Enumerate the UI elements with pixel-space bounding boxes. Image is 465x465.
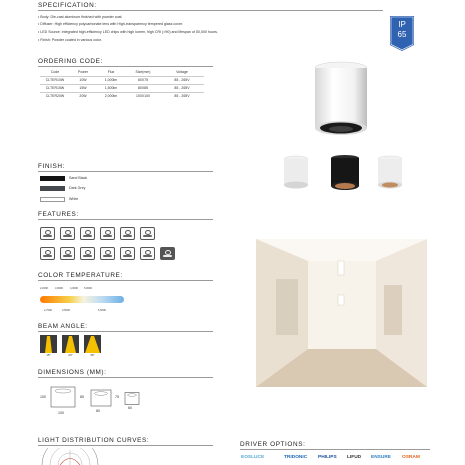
beam-label-15: 15° <box>46 353 51 357</box>
dimming-icon <box>100 247 115 260</box>
lifespan-icon <box>80 247 95 260</box>
cct-label-3000k: 3,000K <box>55 287 64 290</box>
interior-photo <box>256 239 427 387</box>
dim-small-width: 60 <box>128 406 132 410</box>
spec-line-body: • Body: Die-cast aluminum finished with powder coat. <box>38 15 123 19</box>
flicker-free-icon <box>140 247 155 260</box>
finish-title: FINISH: <box>38 163 65 170</box>
cell-voltage: 85 - 265V <box>160 76 204 84</box>
light-distribution-rule <box>38 445 213 446</box>
cell-code: CLTER15W <box>40 84 70 92</box>
features-title: FEATURES: <box>38 211 79 218</box>
aluminum-body-icon <box>120 227 135 240</box>
cell-voltage: 85 - 265V <box>160 92 204 100</box>
brand-logo-osram: OSRAM <box>402 455 420 460</box>
ordering-code-title: ORDERING CODE: <box>38 58 103 65</box>
spec-line-finish: • Finish: Powder coated in various color. <box>38 38 102 42</box>
ordering-table <box>40 69 204 100</box>
driver-options-rule <box>240 449 430 450</box>
product-main-image <box>312 60 370 140</box>
warranty-icon <box>120 247 135 260</box>
beam-angle-rule <box>38 331 213 332</box>
dim-large-height: 100 <box>40 395 46 399</box>
color-temperature-title: COLOR TEMPERATURE: <box>38 272 123 279</box>
energy-class-icon <box>140 227 155 240</box>
cct-label-6500k: 6,500K <box>98 309 107 312</box>
cell-code: CLTER20W <box>40 92 70 100</box>
brand-logo-philips: PHILIPS <box>318 455 337 460</box>
product-variant-white <box>282 155 310 191</box>
cct-label-2700k: 2,700K <box>44 309 53 312</box>
brand-logo-eosluce: EOSLUCE <box>241 455 265 460</box>
cell-power: 10W <box>70 76 96 84</box>
beam-36-icon <box>84 335 101 353</box>
finish-swatch-white <box>40 197 65 202</box>
brand-logo-tridonic: TRIDONIC <box>284 455 308 460</box>
col-header-power: Power <box>78 70 88 75</box>
cri-icon <box>60 247 75 260</box>
color-temperature-rule <box>38 280 213 281</box>
col-header-size: Size(mm) <box>135 70 151 75</box>
dim-medium-width: 80 <box>96 409 100 413</box>
certification-icon <box>160 247 175 260</box>
cell-voltage: 85 - 265V <box>160 84 204 92</box>
dimension-drawing-large <box>50 385 76 409</box>
finish-swatch-sand-black <box>40 176 65 181</box>
dimension-drawing-medium <box>90 388 112 408</box>
driver-options-title: DRIVER OPTIONS: <box>240 441 306 448</box>
product-variant-black <box>329 154 361 194</box>
cell-code: CLTER10W <box>40 76 70 84</box>
beam-angle-title: BEAM ANGLE: <box>38 323 88 330</box>
cell-flux: 2,000lm <box>96 92 126 100</box>
beam-15-icon <box>40 335 57 353</box>
table-row <box>40 76 204 84</box>
finish-swatch-dark-grey <box>40 186 65 191</box>
cell-flux: 1,500lm <box>96 84 126 92</box>
ordering-rule <box>38 66 213 67</box>
finish-label-white: White <box>69 197 79 201</box>
specification-title: SPECIFICATION: <box>38 2 97 9</box>
cell-power: 20W <box>70 92 96 100</box>
cell-size: 80X85 <box>126 84 160 92</box>
beam-label-24: 24° <box>68 353 73 357</box>
spec-line-diffuser: • Diffuser: High efficiency polycarbonate lens with High-transparency tempered glass cover. <box>38 22 183 26</box>
beam-24-icon <box>62 335 79 353</box>
col-header-flux: Flux <box>107 70 115 75</box>
chip-icon <box>80 227 95 240</box>
spec-line-led-source: • LED Source: Integrated high-efficiency LED chips with high lumen, high CRI (>90) and lifespan of 50,000 hours. <box>38 30 218 34</box>
ip-protection-icon <box>40 227 55 240</box>
ip65-badge <box>389 15 415 52</box>
col-header-voltage: Voltage <box>176 70 188 75</box>
beam-icon <box>40 247 55 260</box>
ordering-table-header <box>40 69 204 76</box>
specification-rule <box>38 10 383 11</box>
dim-small-height: 75 <box>115 395 119 399</box>
features-rule <box>38 219 213 220</box>
product-variant-white-gold <box>376 155 404 191</box>
dim-medium-height: 85 <box>80 395 84 399</box>
table-row <box>40 92 204 100</box>
cct-label-3500k: 3,500K <box>62 309 71 312</box>
brand-logo-lifud: LIFUD <box>347 455 362 460</box>
bulb-icon <box>60 227 75 240</box>
beam-label-36: 36° <box>90 353 95 357</box>
finish-rule <box>38 171 213 172</box>
ip-label: IP <box>398 20 406 29</box>
dim-large-width: 100 <box>58 411 64 415</box>
dimensions-title: DIMENSIONS (MM): <box>38 369 107 376</box>
col-header-code: Code <box>50 70 60 75</box>
color-temperature-bar <box>40 296 124 303</box>
finish-label-sand-black: Sand Black <box>69 176 88 180</box>
ip-rating: 65 <box>397 30 407 39</box>
table-row <box>40 84 204 92</box>
cell-flux: 1,000lm <box>96 76 126 84</box>
cell-size: 60X75 <box>126 76 160 84</box>
dimension-drawing-small <box>124 391 140 406</box>
light-distribution-title: LIGHT DISTRIBUTION CURVES: <box>38 437 150 444</box>
finish-label-dark-grey: Dark Grey <box>69 186 86 190</box>
cct-label-4000k: 4,000K <box>70 287 79 290</box>
cell-power: 15W <box>70 84 96 92</box>
dimensions-rule <box>38 377 213 378</box>
light-distribution-curve <box>40 448 100 465</box>
cell-size: 100X100 <box>126 92 160 100</box>
lens-icon <box>100 227 115 240</box>
brand-logo-ensure: ENSURE <box>371 455 391 460</box>
cct-label-2200k: 2,200K <box>40 287 49 290</box>
cct-label-5000k: 5,000K <box>84 287 93 290</box>
